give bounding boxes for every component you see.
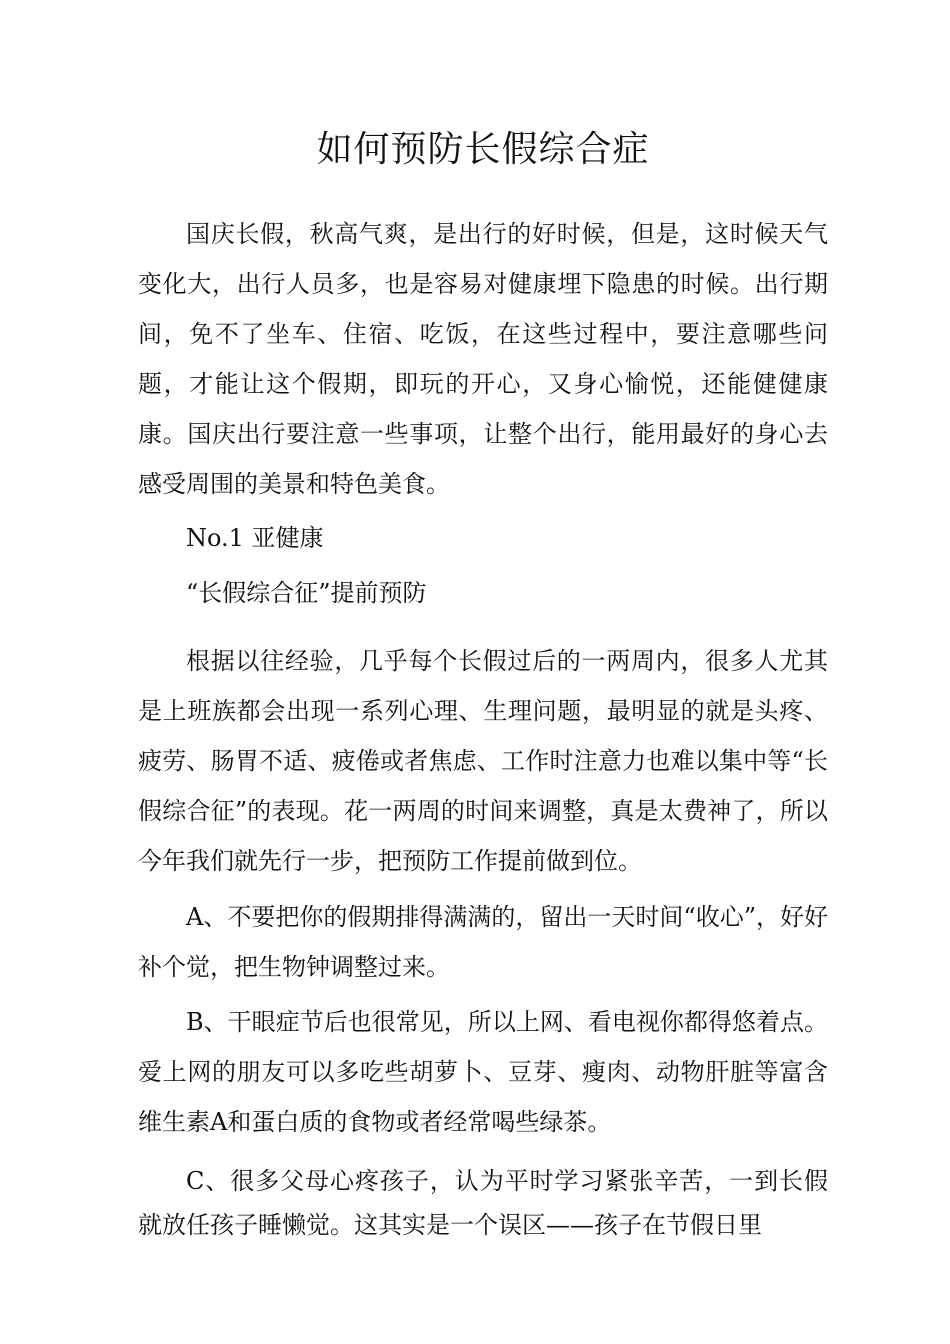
paragraph-tip-a: A、不要把你的假期排得满满的，留出一天时间“收心”，好好补个觉，把生物钟调整过来。 — [138, 903, 828, 981]
document-page — [138, 120, 828, 1247]
section-heading: No.1 亚健康 — [186, 524, 324, 552]
paragraph-intro: 国庆长假，秋高气爽，是出行的好时候，但是，这时候天气变化大，出行人员多，也是容易对健康埋下隐患的时候。出行期间，免不了坐车、住宿、吃饭，在这些过程中，要注意哪些问题，才能让这个假期，即玩的开心，又身心愉悦，还能健健康康。国庆出行要注意一些事项，让整个出行，能用最好的身心去感受周围的美景和特色美食。 — [138, 220, 828, 498]
section-subheading: “长假综合征”提前预防 — [186, 579, 427, 607]
paragraph-tip-c: C、很多父母心疼孩子，认为平时学习紧张辛苦，一到长假就放任孩子睡懒觉。这其实是一个误区——孩子在节假日里 — [138, 1167, 828, 1239]
paragraph-tip-b: B、干眼症节后也很常见，所以上网、看电视你都得悠着点。爱上网的朋友可以多吃些胡萝卜、豆芽、瘦肉、动物肝脏等富含维生素A和蛋白质的食物或者经常喝些绿茶。 — [138, 1008, 828, 1136]
paragraph-experience: 根据以往经验，几乎每个长假过后的一两周内，很多人尤其是上班族都会出现一系列心理、生理问题，最明显的就是头疼、疲劳、肠胃不适、疲倦或者焦虑、工作时注意力也难以集中等“长假综合征”的表现。花一两周的时间来调整，真是太费神了，所以今年我们就先行一步，把预防工作提前做到位。 — [138, 647, 828, 875]
document-title: 如何预防长假综合症 — [316, 129, 650, 170]
